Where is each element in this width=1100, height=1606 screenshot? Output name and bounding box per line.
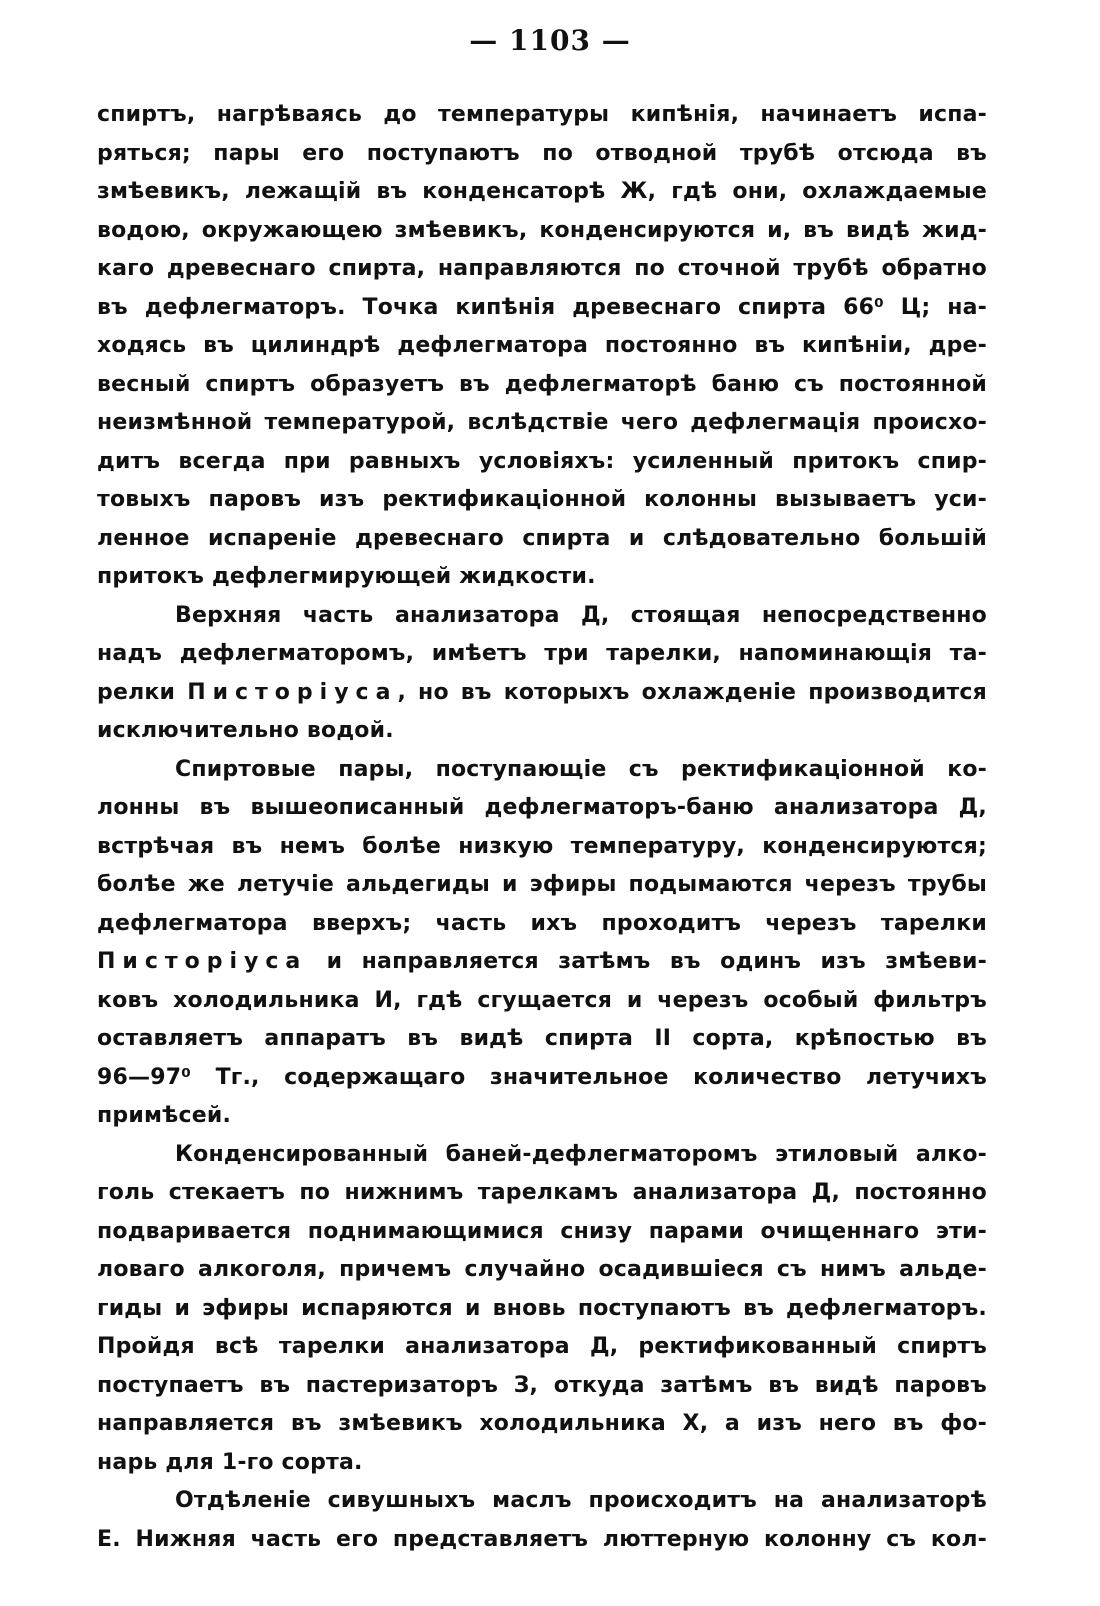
text-line: каго древеснаго спирта, направляются по сточной трубѣ обратно: [97, 256, 987, 281]
text-line: Спиртовые пары, поступающіе съ ректификаціонной ко-: [175, 756, 987, 782]
text-run: , но въ которыхъ охлажденіе производится: [397, 679, 987, 705]
text-line: подваривается поднимающимися снизу парами очищеннаго эти-: [97, 1218, 987, 1244]
text-line: дитъ всегда при равныхъ условіяхъ: усиленный притокъ спир-: [97, 448, 987, 474]
text-line: поступаетъ въ пастеризаторъ З, откуда затѣмъ въ видѣ паровъ: [97, 1372, 987, 1398]
page-number: — 1103 —: [469, 24, 631, 57]
text-line: [97, 943, 987, 982]
text-line: Е. Нижняя часть его представляетъ люттерную колонну съ кол-: [97, 1526, 987, 1552]
text-line: примѣсей.: [97, 1103, 232, 1128]
text-line: ковъ холодильника И, гдѣ сгущается и черезъ особый фильтръ: [97, 987, 987, 1013]
text-line: ряться; пары его поступаютъ по отводной трубѣ отсюда въ: [97, 140, 987, 166]
text-line: товыхъ паровъ изъ ректификаціонной колонны вызываетъ уси-: [97, 487, 987, 512]
text-line: исключительно водой.: [97, 718, 394, 743]
text-line: 96—97⁰ Тг., содержащаго значительное количество летучихъ: [97, 1064, 987, 1090]
text-line: дефлегматора вверхъ; часть ихъ проходитъ черезъ тарелки: [97, 910, 987, 936]
text-line: нарь для 1-го сорта.: [97, 1449, 363, 1475]
text-line: ленное испареніе древеснаго спирта и слѣдовательно большій: [97, 525, 987, 551]
text-line: лонны въ вышеописанный дефлегматоръ-баню анализатора Д,: [97, 795, 987, 820]
text-line: надъ дефлегматоромъ, имѣетъ три тарелки, напоминающія та-: [97, 641, 987, 666]
text-run: релки: [97, 679, 188, 705]
text-line: ловаго алкоголя, причемъ случайно осадившіеся съ нимъ альде-: [97, 1257, 987, 1282]
text-line: водою, окружающею змѣевикъ, конденсируются и, въ видѣ жид-: [97, 217, 987, 243]
text-line: Верхняя часть анализатора Д, стоящая непосредственно: [175, 602, 987, 628]
text-line: въ дефлегматоръ. Точка кипѣнія древеснаго спирта 66⁰ Ц; на-: [97, 294, 987, 320]
text-line: Конденсированный баней-дефлегматоромъ этиловый алко-: [175, 1141, 987, 1167]
text-line: Пройдя всѣ тарелки анализатора Д, ректификованный спиртъ: [97, 1334, 987, 1359]
text-line: оставляетъ аппаратъ въ видѣ спирта II сорта, крѣпостью въ: [97, 1026, 987, 1051]
text-line: змѣевикъ, лежащій въ конденсаторѣ Ж, гдѣ они, охлаждаемые: [97, 179, 987, 204]
text-line: направляется въ змѣевикъ холодильника Х, а изъ него въ фо-: [97, 1411, 987, 1436]
spaced-name: Писторіуса: [187, 679, 398, 705]
text-line: ходясь въ цилиндрѣ дефлегматора постоянно въ кипѣніи, дре-: [97, 333, 987, 358]
text-line: болѣе же летучіе альдегиды и эфиры подымаются черезъ трубы: [97, 872, 987, 897]
spaced-name: Писторіуса: [97, 949, 308, 974]
text-line: встрѣчая въ немъ болѣе низкую температуру, конденсируются;: [97, 833, 987, 859]
text-line: спиртъ, нагрѣваясь до температуры кипѣнія, начинаетъ испа-: [97, 102, 987, 127]
text-line: Отдѣленіе сивушныхъ маслъ происходитъ на анализаторѣ: [175, 1488, 987, 1513]
text-line: весный спиртъ образуетъ въ дефлегматорѣ баню съ постоянной: [97, 371, 987, 397]
text-run: и направляется затѣмъ въ одинъ изъ змѣеви-: [307, 949, 987, 974]
text-line: голь стекаетъ по нижнимъ тарелкамъ анализатора Д, постоянно: [97, 1180, 987, 1205]
page-body-text: [97, 96, 987, 1559]
text-line: гиды и эфиры испаряются и вновь поступаютъ въ дефлегматоръ.: [97, 1295, 987, 1321]
text-line: притокъ дефлегмирующей жидкости.: [97, 564, 596, 589]
text-line: неизмѣнной температурой, вслѣдствіе чего дефлегмація происхо-: [97, 410, 987, 435]
text-line: [97, 674, 987, 713]
